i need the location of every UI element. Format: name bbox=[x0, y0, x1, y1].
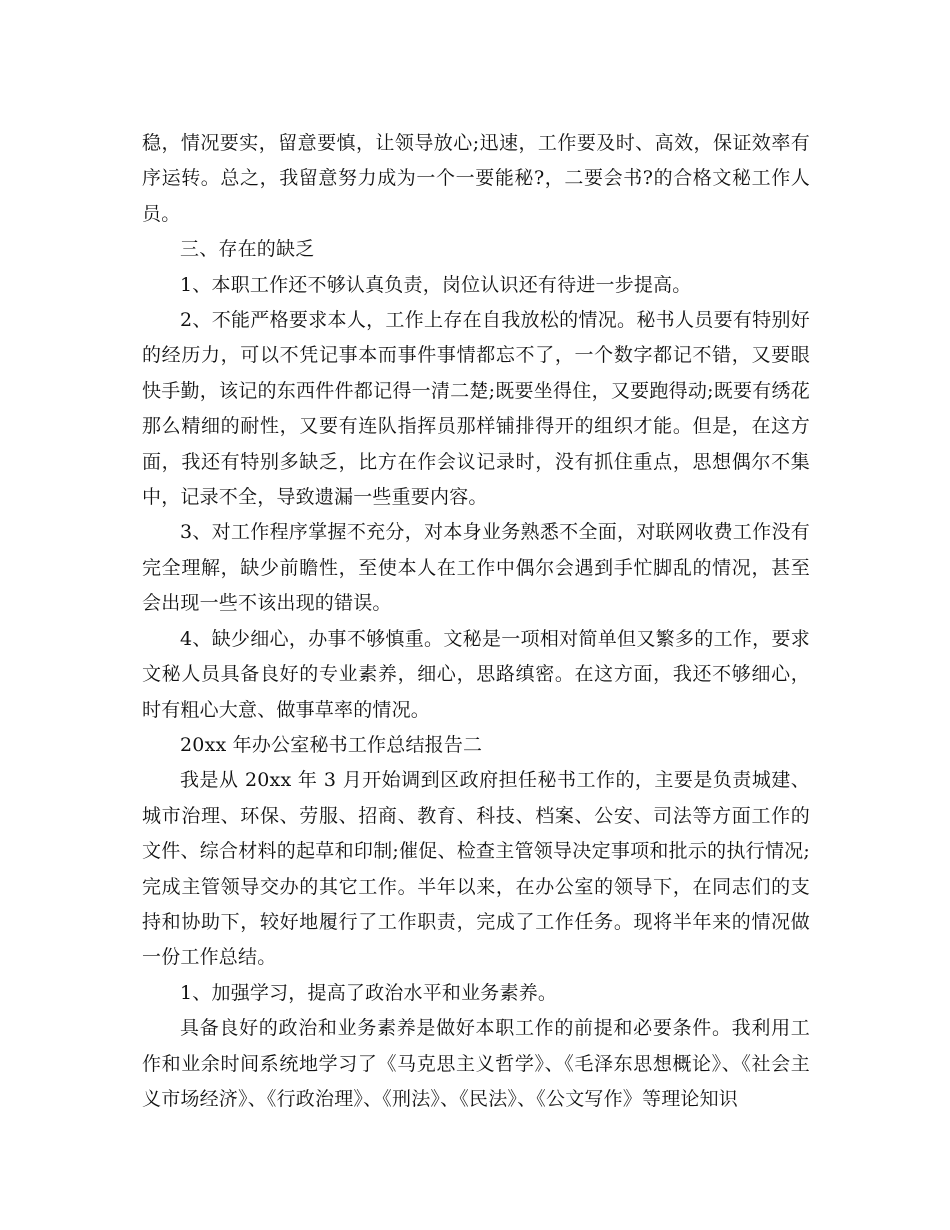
paragraph-study: 具备良好的政治和业务素养是做好本职工作的前提和必要条件。我利用工作和业余时间系统地学习了《马克思主义哲学》、《毛泽东思想概论》、《社会主义市场经济》、《行政治理》、《刑法》、《民法》、《公文写作》等理论知识 bbox=[142, 1017, 810, 1110]
paragraph-point-2: 2、不能严格要求本人，工作上存在自我放松的情况。秘书人员要有特别好的经历力，可以不凭记事本而事件事情都忘不了，一个数字都记不错，又要眼快手勤，该记的东西件件都记得一清二楚;既要坐得住，又要跑得动;既要有绣花那么精细的耐性，又要有连队指挥员那样铺排得开的组织才能。但是，在这方面，我还有特别多缺乏，比方在作会议记录时，没有抓住重点，思想偶尔不集中，记录不全，导致遗漏一些重要内容。 bbox=[142, 309, 810, 509]
report-title-two: 20xx 年办公室秘书工作总结报告二 bbox=[180, 733, 483, 756]
paragraph-point-4: 4、缺少细心，办事不够慎重。文秘是一项相对简单但又繁多的工作，要求文秘人员具备良好的专业素养，细心，思路缜密。在这方面，我还不够细心，时有粗心大意、做事草率的情况。 bbox=[142, 627, 810, 721]
paragraph-point-1: 1、本职工作还不够认真负责，岗位认识还有待进一步提高。 bbox=[180, 273, 692, 296]
document-body bbox=[142, 126, 810, 1117]
paragraph-report-intro: 我是从 20xx 年 3 月开始调到区政府担任秘书工作的，主要是负责城建、城市治理、环保、劳服、招商、教育、科技、档案、公安、司法等方面工作的文件、综合材料的起草和印制;催促、检查主管领导决定事项和批示的执行情况;完成主管领导交办的其它工作。半年以来，在办公室的领导下，在同志们的支持和协助下，较好地履行了工作职责，完成了工作任务。现将半年来的情况做一份工作总结。 bbox=[142, 769, 810, 969]
paragraph-opening: 稳，情况要实，留意要慎，让领导放心;迅速，工作要及时、高效，保证效率有序运转。总之，我留意努力成为一个一要能秘?，二要会书?的合格文秘工作人员。 bbox=[142, 132, 810, 225]
paragraph-point-3: 3、对工作程序掌握不充分，对本身业务熟悉不全面，对联网收费工作没有完全理解，缺少前瞻性，至使本人在工作中偶尔会遇到手忙脚乱的情况，甚至会出现一些不该出现的错误。 bbox=[142, 521, 810, 615]
heading-study: 1、加强学习，提高了政治水平和业务素养。 bbox=[180, 981, 558, 1004]
heading-shortcomings: 三、存在的缺乏 bbox=[180, 238, 315, 261]
